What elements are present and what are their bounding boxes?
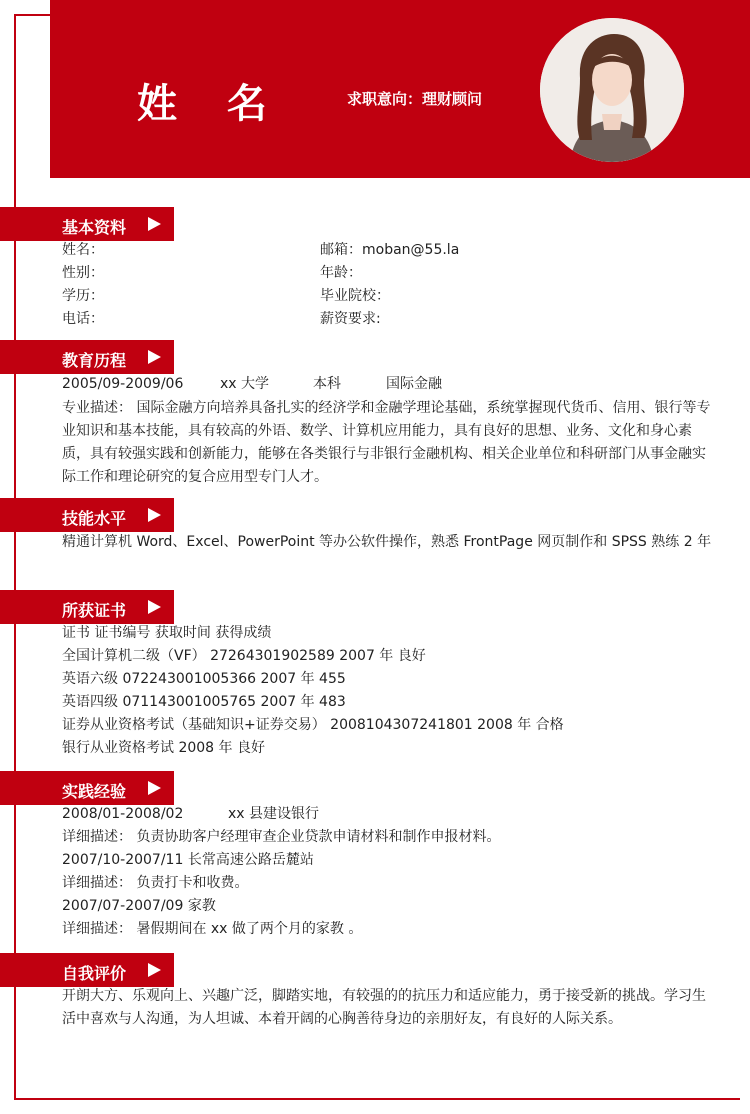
phone-label: 电话：	[62, 311, 104, 327]
section-title-skills: 技能水平	[62, 509, 127, 528]
practice-line: 2007/07-2007/09 家教	[62, 898, 216, 914]
section-header-basic	[0, 207, 174, 241]
section-header-self	[0, 953, 174, 987]
profile-photo	[540, 18, 684, 162]
cert-line: 全国计算机二级（VF） 27264301902589 2007 年 良好	[62, 648, 426, 664]
practice-detail: 详细描述： 暑假期间在 xx 做了两个月的家教 。	[62, 921, 363, 937]
education-level-label: 学历：	[62, 288, 104, 304]
practice-period: 2008/01-2008/02	[62, 806, 184, 822]
section-title-self: 自我评价	[62, 964, 127, 983]
cert-line: 英语六级 072243001005366 2007 年 455	[62, 671, 346, 687]
practice-detail: 详细描述： 负责协助客户经理审查企业贷款申请材料和制作申报材料。	[62, 829, 501, 845]
salary-label: 薪资要求:	[320, 311, 381, 327]
triangle-right-icon	[148, 600, 161, 614]
triangle-right-icon	[148, 350, 161, 364]
email-field: 邮箱：moban@55.la	[320, 242, 460, 258]
frame-top-line	[14, 14, 50, 16]
education-description: 专业描述： 国际金融方向培养具备扎实的经济学和金融学理论基础，系统掌握现代货币、信用、银行等专业知识和基本技能，具有较高的外语、数学、计算机应用能力，具有良好的思想、业务、文化和身心素质，具有较强实践和创新能力，能够在各类银行与非银行金融机构、相关企业单位和科研部门从事金融实际工作和理论研究的复合应用型专门人才。	[62, 400, 711, 485]
section-title-education: 教育历程	[62, 351, 127, 370]
triangle-right-icon	[148, 217, 161, 231]
section-title-certs: 所获证书	[62, 601, 127, 620]
section-title-practice: 实践经验	[62, 782, 127, 801]
section-header-education	[0, 340, 174, 374]
education-school: xx 大学	[220, 376, 270, 392]
section-title-basic: 基本资料	[62, 218, 127, 237]
self-evaluation-text: 开朗大方、乐观向上、兴趣广泛，脚踏实地，有较强的的抗压力和适应能力，勇于接受新的挑战。学习生活中喜欢与人沟通，为人坦诚、本着开阔的心胸善待身边的亲朋好友，有良好的人际关系。	[62, 988, 706, 1027]
frame-bottom-line	[14, 1098, 740, 1100]
triangle-right-icon	[148, 963, 161, 977]
section-header-skills	[0, 498, 174, 532]
practice-detail: 详细描述： 负责打卡和收费。	[62, 875, 249, 891]
education-period: 2005/09-2009/06	[62, 376, 184, 392]
frame-left-line	[14, 14, 16, 1100]
education-major: 国际金融	[386, 376, 442, 392]
section-header-practice	[0, 771, 174, 805]
triangle-right-icon	[148, 508, 161, 522]
name-label: 姓名：	[62, 242, 104, 258]
age-label: 年龄：	[320, 265, 362, 281]
education-degree: 本科	[313, 376, 341, 392]
cert-line: 英语四级 071143001005765 2007 年 483	[62, 694, 346, 710]
triangle-right-icon	[148, 781, 161, 795]
section-header-certs	[0, 590, 174, 624]
cert-line: 证券从业资格考试（基础知识+证券交易） 2008104307241801 2008 年 合格	[62, 717, 564, 733]
job-objective: 求职意向：理财顾问	[347, 90, 483, 108]
cert-line: 证书 证书编号 获取时间 获得成绩	[62, 625, 272, 641]
practice-line: 2007/10-2007/11 长常高速公路岳麓站	[62, 852, 314, 868]
cert-line: 银行从业资格考试 2008 年 良好	[62, 740, 265, 756]
candidate-name: 姓 名	[137, 81, 285, 127]
practice-org: xx 县建设银行	[228, 806, 320, 822]
gender-label: 性别：	[62, 265, 104, 281]
skills-text: 精通计算机 Word、Excel、PowerPoint 等办公软件操作，熟悉 FrontPage 网页制作和 SPSS 熟练 2 年	[62, 534, 712, 550]
school-label: 毕业院校：	[320, 288, 390, 304]
